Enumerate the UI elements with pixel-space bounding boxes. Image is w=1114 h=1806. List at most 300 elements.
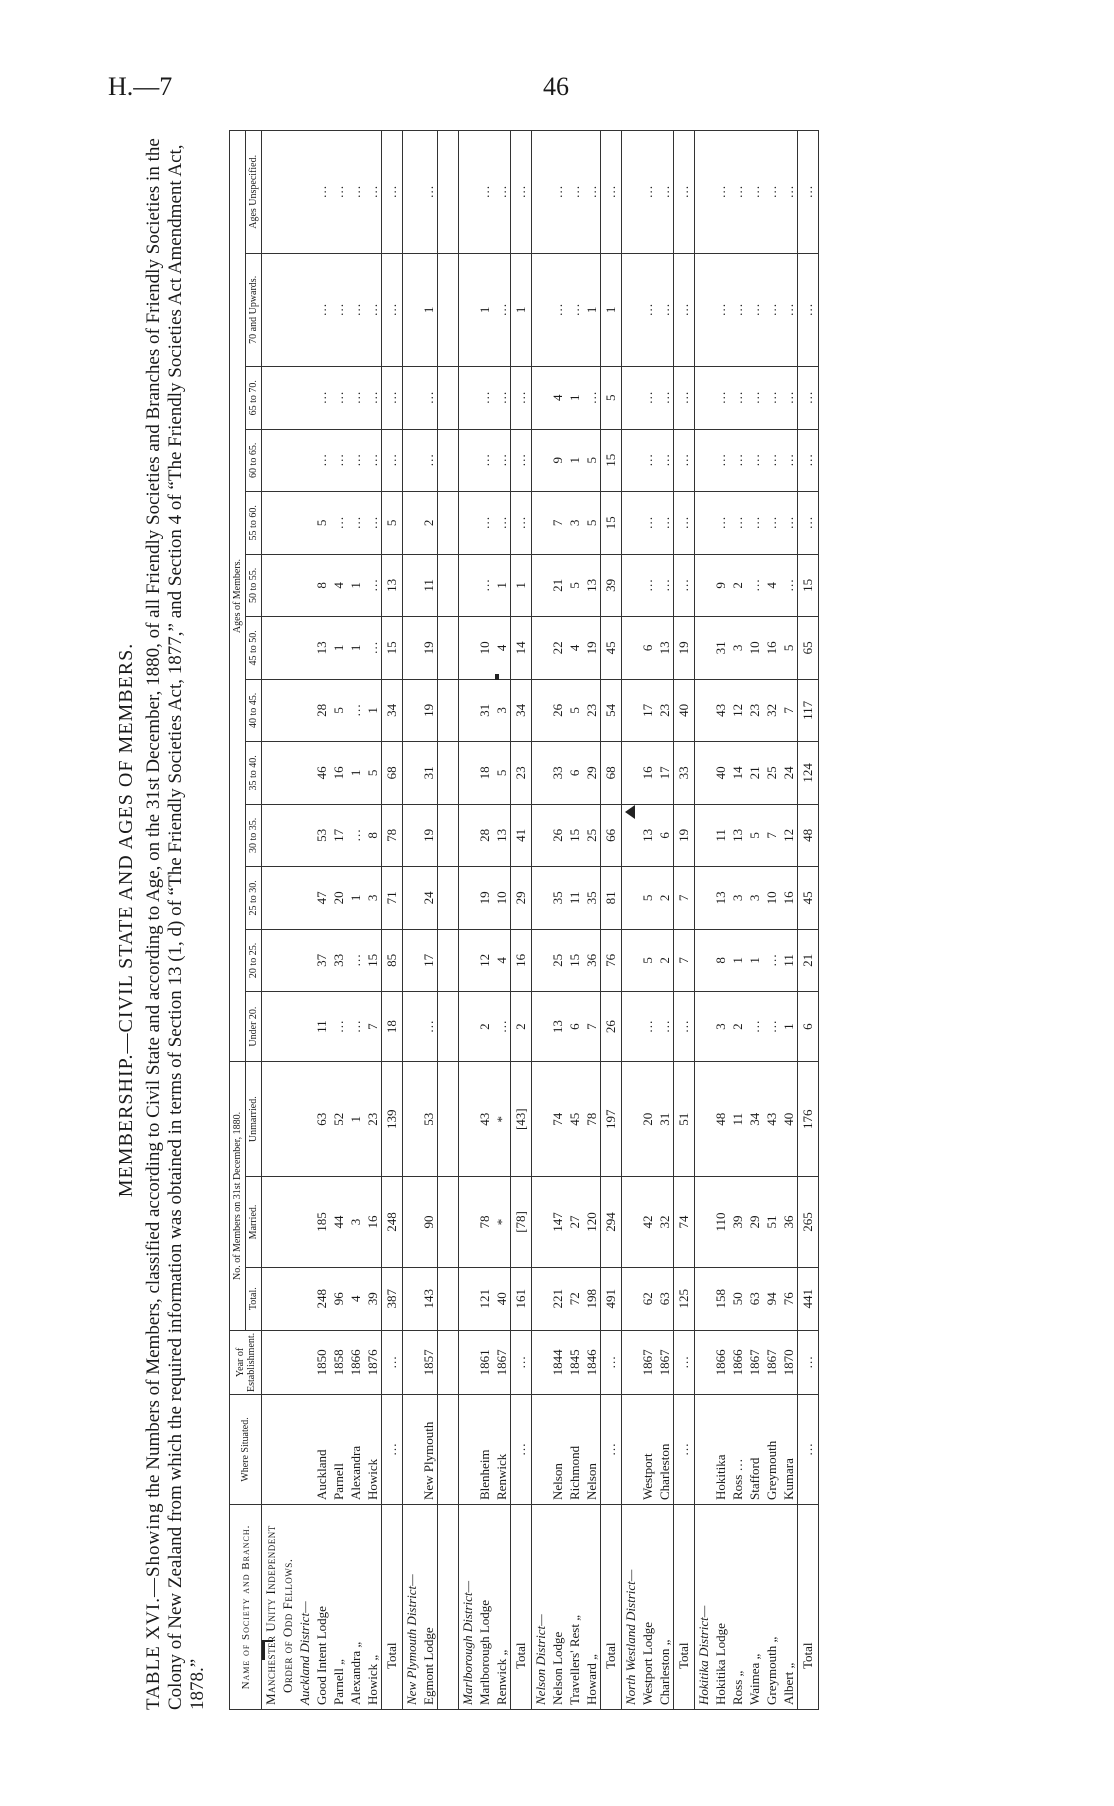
age-count: 13 — [583, 554, 601, 617]
age-count: … — [347, 367, 364, 430]
age-count: 40 — [712, 742, 729, 805]
col-unmarried-header: Unmarried. — [246, 1062, 262, 1177]
col-name-header: Name of Society and Branch. — [230, 1505, 262, 1710]
total-age-count: … — [798, 429, 819, 492]
members-total: 39 — [364, 1267, 382, 1330]
age-count: … — [347, 929, 364, 992]
age-count: 2 — [729, 554, 746, 617]
total-row — [511, 131, 532, 1710]
age-count: 1 — [347, 742, 364, 805]
table-row — [583, 131, 601, 1710]
total-age-count: … — [601, 131, 622, 254]
age-count: 1 — [746, 929, 763, 992]
scan-arrow-mark — [625, 805, 635, 819]
age-count: 5 — [583, 492, 601, 555]
branch-name: Parnell „ — [330, 1505, 347, 1710]
age-count: 14 — [729, 742, 746, 805]
age-count: 15 — [364, 929, 382, 992]
age-count: 26 — [549, 679, 566, 742]
age-count: … — [347, 992, 364, 1062]
total-age-count: 76 — [601, 929, 622, 992]
age-count: 5 — [583, 429, 601, 492]
age-count: 4 — [330, 554, 347, 617]
age-count: 37 — [313, 929, 330, 992]
col-age-header: 45 to 50. — [246, 617, 262, 680]
age-count: … — [746, 554, 763, 617]
year-established: 1845 — [566, 1330, 583, 1394]
members-unmarried: 45 — [566, 1062, 583, 1177]
age-count: 6 — [656, 804, 674, 867]
age-count: 28 — [313, 679, 330, 742]
age-count: 43 — [712, 679, 729, 742]
total-age-count: … — [798, 492, 819, 555]
age-count: 12 — [729, 679, 746, 742]
district-name: North Westland District— — [622, 1505, 640, 1710]
age-count: … — [330, 492, 347, 555]
age-count: … — [313, 429, 330, 492]
total-age-count: 14 — [511, 617, 532, 680]
age-count: … — [549, 131, 566, 254]
age-count: 22 — [549, 617, 566, 680]
age-count: … — [763, 429, 780, 492]
age-count: 20 — [330, 867, 347, 930]
total-age-count: … — [382, 253, 403, 366]
members-total: 40 — [493, 1267, 511, 1330]
year-established: 1867 — [656, 1330, 674, 1394]
age-count: … — [347, 253, 364, 366]
age-count: … — [493, 429, 511, 492]
total-age-count: … — [674, 253, 695, 366]
age-count: 13 — [712, 867, 729, 930]
total-age-count: 5 — [382, 492, 403, 555]
age-count: … — [347, 429, 364, 492]
total-age-count: 15 — [798, 554, 819, 617]
year-established: 1870 — [780, 1330, 798, 1394]
total-age-count: … — [674, 429, 695, 492]
age-count: 28 — [476, 804, 493, 867]
col-married-header: Married. — [246, 1177, 262, 1267]
total-label: Total — [382, 1505, 403, 1710]
age-count: 2 — [420, 492, 438, 555]
total-age-count: 66 — [601, 804, 622, 867]
total-age-count: 16 — [511, 929, 532, 992]
total-unmarried: [43] — [511, 1062, 532, 1177]
branch-name: Good Intent Lodge — [313, 1505, 330, 1710]
total-age-count: 1 — [601, 253, 622, 366]
age-count: … — [656, 253, 674, 366]
age-count: … — [476, 367, 493, 430]
total-age-count: 29 — [511, 867, 532, 930]
total-married: 265 — [798, 1177, 819, 1267]
total-members: 125 — [674, 1267, 695, 1330]
table-row — [476, 131, 493, 1710]
age-count: 35 — [583, 867, 601, 930]
year-established: 1866 — [712, 1330, 729, 1394]
members-total: 96 — [330, 1267, 347, 1330]
age-count: 1 — [566, 429, 583, 492]
members-married: 185 — [313, 1177, 330, 1267]
age-count: 25 — [549, 929, 566, 992]
age-count: 2 — [656, 867, 674, 930]
total-married: 248 — [382, 1177, 403, 1267]
col-age-header: 65 to 70. — [246, 367, 262, 430]
total-age-count: 7 — [674, 867, 695, 930]
rotated-table-page — [115, 130, 1015, 1710]
age-count: 16 — [780, 867, 798, 930]
age-count: … — [476, 554, 493, 617]
total-unmarried: 51 — [674, 1062, 695, 1177]
total-unmarried: 139 — [382, 1062, 403, 1177]
total-married: 294 — [601, 1177, 622, 1267]
total-age-count: 18 — [382, 992, 403, 1062]
age-count: … — [364, 367, 382, 430]
total-row — [674, 131, 695, 1710]
age-count: … — [313, 367, 330, 430]
total-label: Total — [798, 1505, 819, 1710]
total-age-count: … — [674, 367, 695, 430]
col-age-header: 50 to 55. — [246, 554, 262, 617]
age-count: 3 — [729, 867, 746, 930]
total-age-count: 2 — [511, 992, 532, 1062]
members-married: 42 — [639, 1177, 656, 1267]
age-count: … — [364, 492, 382, 555]
col-age-header: Under 20. — [246, 992, 262, 1062]
age-count: 13 — [313, 617, 330, 680]
age-count: 13 — [493, 804, 511, 867]
branch-name: Greymouth „ — [763, 1505, 780, 1710]
age-count: 5 — [566, 554, 583, 617]
total-members: 441 — [798, 1267, 819, 1330]
age-count: … — [656, 131, 674, 254]
page-header — [108, 72, 1042, 112]
age-count: … — [746, 429, 763, 492]
total-age-count: … — [382, 429, 403, 492]
members-married: * — [493, 1177, 511, 1267]
total-age-count: 45 — [601, 617, 622, 680]
age-count: 32 — [763, 679, 780, 742]
age-count: … — [746, 367, 763, 430]
members-married: 27 — [566, 1177, 583, 1267]
total-age-count: 7 — [674, 929, 695, 992]
age-count: … — [763, 253, 780, 366]
total-age-count: … — [674, 131, 695, 254]
age-count: 16 — [763, 617, 780, 680]
total-year: … — [511, 1330, 532, 1394]
total-age-count: … — [674, 992, 695, 1062]
membership-table — [229, 130, 819, 1710]
branch-name: Westport Lodge — [639, 1505, 656, 1710]
table-number: TABLE XVI.—Showing — [143, 1502, 164, 1710]
total-age-count: 34 — [382, 679, 403, 742]
table-row — [712, 131, 729, 1710]
age-count: 17 — [330, 804, 347, 867]
col-where-header: Where Situated. — [230, 1395, 262, 1505]
total-members: 387 — [382, 1267, 403, 1330]
age-count: … — [763, 131, 780, 254]
district-name: Marlborough District— — [459, 1505, 477, 1710]
members-unmarried: 11 — [729, 1062, 746, 1177]
branch-location: Nelson — [583, 1395, 601, 1505]
members-unmarried: 31 — [656, 1062, 674, 1177]
age-count: … — [364, 253, 382, 366]
total-age-count: 117 — [798, 679, 819, 742]
age-count: 3 — [566, 492, 583, 555]
age-count: 2 — [729, 992, 746, 1062]
members-married: 32 — [656, 1177, 674, 1267]
branch-name: Ross „ — [729, 1505, 746, 1710]
age-count: 11 — [712, 804, 729, 867]
age-count: … — [746, 492, 763, 555]
age-count: … — [656, 367, 674, 430]
table-row — [656, 131, 674, 1710]
age-count: 7 — [763, 804, 780, 867]
branch-name: Nelson Lodge — [549, 1505, 566, 1710]
table-row — [639, 131, 656, 1710]
age-count: 23 — [583, 679, 601, 742]
age-count: … — [746, 253, 763, 366]
age-count: … — [313, 131, 330, 254]
total-year: … — [798, 1330, 819, 1394]
table-title: MEMBERSHIP.—CIVIL STATE AND AGES OF MEMBERS. — [115, 642, 137, 1198]
age-count: … — [746, 992, 763, 1062]
total-age-count: 85 — [382, 929, 403, 992]
branch-location: Blenheim — [476, 1395, 493, 1505]
age-count: 23 — [746, 679, 763, 742]
total-age-count: 54 — [601, 679, 622, 742]
members-married: 39 — [729, 1177, 746, 1267]
total-members: 491 — [601, 1267, 622, 1330]
age-count: 21 — [549, 554, 566, 617]
total-age-count: 15 — [382, 617, 403, 680]
table-row — [493, 131, 511, 1710]
age-count: 4 — [493, 929, 511, 992]
age-count: … — [712, 367, 729, 430]
total-age-count: … — [511, 492, 532, 555]
age-count: 13 — [639, 804, 656, 867]
age-count: 31 — [712, 617, 729, 680]
total-age-count: 34 — [511, 679, 532, 742]
age-count: 25 — [763, 742, 780, 805]
table-row — [566, 131, 583, 1710]
age-count: 3 — [729, 617, 746, 680]
age-count: … — [780, 554, 798, 617]
age-count: … — [420, 131, 438, 254]
members-unmarried: 43 — [763, 1062, 780, 1177]
year-established: 1844 — [549, 1330, 566, 1394]
total-age-count: … — [674, 554, 695, 617]
age-count: 24 — [780, 742, 798, 805]
age-count: 1 — [364, 679, 382, 742]
age-count: 21 — [746, 742, 763, 805]
age-count: 1 — [476, 253, 493, 366]
year-established: 1858 — [330, 1330, 347, 1394]
society-row — [262, 131, 280, 1710]
age-count: 7 — [364, 992, 382, 1062]
age-count: 10 — [763, 867, 780, 930]
total-age-count: … — [798, 367, 819, 430]
age-count: … — [763, 367, 780, 430]
branch-location: Charleston — [656, 1395, 674, 1505]
district-row — [296, 131, 313, 1710]
age-count: 6 — [639, 617, 656, 680]
members-married: 3 — [347, 1177, 364, 1267]
age-count: 26 — [549, 804, 566, 867]
age-count: … — [729, 131, 746, 254]
age-count: … — [566, 253, 583, 366]
age-count: 5 — [746, 804, 763, 867]
age-count: 5 — [639, 867, 656, 930]
age-count: … — [330, 367, 347, 430]
members-total: 121 — [476, 1267, 493, 1330]
total-age-count: 78 — [382, 804, 403, 867]
total-age-count: 19 — [674, 804, 695, 867]
age-count: 1 — [347, 617, 364, 680]
age-count: 19 — [583, 617, 601, 680]
age-count: … — [729, 367, 746, 430]
total-age-count: 40 — [674, 679, 695, 742]
age-count: 24 — [420, 867, 438, 930]
age-count: … — [347, 492, 364, 555]
age-count: 1 — [566, 367, 583, 430]
members-total: 158 — [712, 1267, 729, 1330]
total-where: … — [798, 1395, 819, 1505]
total-age-count: 48 — [798, 804, 819, 867]
age-count: 2 — [656, 929, 674, 992]
branch-location: Ross … — [729, 1395, 746, 1505]
members-unmarried: 48 — [712, 1062, 729, 1177]
age-count: … — [712, 492, 729, 555]
district-row — [622, 131, 640, 1710]
table-row — [364, 131, 382, 1710]
age-count: … — [763, 929, 780, 992]
total-label: Total — [674, 1505, 695, 1710]
members-married: 36 — [780, 1177, 798, 1267]
members-total: 248 — [313, 1267, 330, 1330]
age-count: 31 — [476, 679, 493, 742]
age-count: … — [639, 554, 656, 617]
total-age-count: … — [382, 367, 403, 430]
age-count: … — [493, 367, 511, 430]
branch-location: Nelson — [549, 1395, 566, 1505]
age-count: … — [639, 429, 656, 492]
year-established: 1876 — [364, 1330, 382, 1394]
scan-corner-mark — [262, 1640, 273, 1660]
age-count: … — [364, 131, 382, 254]
year-established: 1846 — [583, 1330, 601, 1394]
branch-location: Howick — [364, 1395, 382, 1505]
age-count: … — [712, 253, 729, 366]
age-count: 7 — [780, 679, 798, 742]
branch-location: Renwick — [493, 1395, 511, 1505]
age-count: … — [780, 253, 798, 366]
age-count: 53 — [313, 804, 330, 867]
age-count: 6 — [566, 992, 583, 1062]
members-total: 198 — [583, 1267, 601, 1330]
age-count: … — [656, 429, 674, 492]
age-count: 1 — [347, 554, 364, 617]
age-count: 33 — [549, 742, 566, 805]
age-count: … — [549, 253, 566, 366]
total-year: … — [601, 1330, 622, 1394]
table-row — [763, 131, 780, 1710]
total-age-count: 68 — [601, 742, 622, 805]
description-text: the Numbers of Members, classified according to Civil State and according to Age, on the 31st December, 1880, of all Friendly Societies and Branches of Friendly Societies in the Colony of New Zealand from which the required information was obtained in terms of Section 13 (1, d) of “The Friendly Societies Act, 1877,” and Section 4 of “The Friendly Societies Act Amendment Act, 1878.” — [143, 138, 208, 1710]
total-age-count: 65 — [798, 617, 819, 680]
branch-name: Waimea „ — [746, 1505, 763, 1710]
age-count: … — [364, 617, 382, 680]
age-count: … — [763, 992, 780, 1062]
age-count: 4 — [493, 617, 511, 680]
year-established: 1867 — [493, 1330, 511, 1394]
age-count: 4 — [763, 554, 780, 617]
age-count: 12 — [476, 929, 493, 992]
total-row — [601, 131, 622, 1710]
age-count: 18 — [476, 742, 493, 805]
total-age-count: … — [798, 253, 819, 366]
total-married: [78] — [511, 1177, 532, 1267]
total-row — [798, 131, 819, 1710]
age-count: 8 — [712, 929, 729, 992]
age-count: 5 — [313, 492, 330, 555]
total-age-count: … — [511, 131, 532, 254]
year-established: 1867 — [746, 1330, 763, 1394]
age-count: 1 — [493, 554, 511, 617]
branch-name: Alexandra „ — [347, 1505, 364, 1710]
members-unmarried: 20 — [639, 1062, 656, 1177]
age-count: … — [746, 131, 763, 254]
age-count: 16 — [639, 742, 656, 805]
members-unmarried: 53 — [420, 1062, 438, 1177]
age-count: 3 — [493, 679, 511, 742]
total-age-count: … — [511, 429, 532, 492]
col-year-header: Year of Establishment. — [230, 1330, 262, 1394]
age-count: 4 — [566, 617, 583, 680]
col-age-header: 40 to 45. — [246, 679, 262, 742]
members-married: 44 — [330, 1177, 347, 1267]
age-count: 13 — [549, 992, 566, 1062]
age-count: … — [656, 992, 674, 1062]
page-code: H.—7 — [108, 72, 173, 101]
total-label: Total — [511, 1505, 532, 1710]
age-count: 3 — [746, 867, 763, 930]
age-count: 19 — [476, 867, 493, 930]
age-count: 8 — [313, 554, 330, 617]
age-count: 1 — [780, 992, 798, 1062]
age-count: … — [493, 131, 511, 254]
total-members: 161 — [511, 1267, 532, 1330]
total-age-count: 33 — [674, 742, 695, 805]
age-count: … — [729, 429, 746, 492]
age-count: … — [763, 492, 780, 555]
branch-location: Parnell — [330, 1395, 347, 1505]
members-total: 72 — [566, 1267, 583, 1330]
district-row — [695, 131, 713, 1710]
total-unmarried: 176 — [798, 1062, 819, 1177]
col-age-header: 60 to 65. — [246, 429, 262, 492]
age-count: … — [639, 253, 656, 366]
total-age-count: 68 — [382, 742, 403, 805]
members-married: 16 — [364, 1177, 382, 1267]
table-row — [746, 131, 763, 1710]
district-row — [532, 131, 550, 1710]
total-married: 74 — [674, 1177, 695, 1267]
age-count: 8 — [364, 804, 382, 867]
age-count: … — [476, 131, 493, 254]
age-count: 15 — [566, 804, 583, 867]
age-count: 5 — [364, 742, 382, 805]
total-age-count: 39 — [601, 554, 622, 617]
table-row — [313, 131, 330, 1710]
